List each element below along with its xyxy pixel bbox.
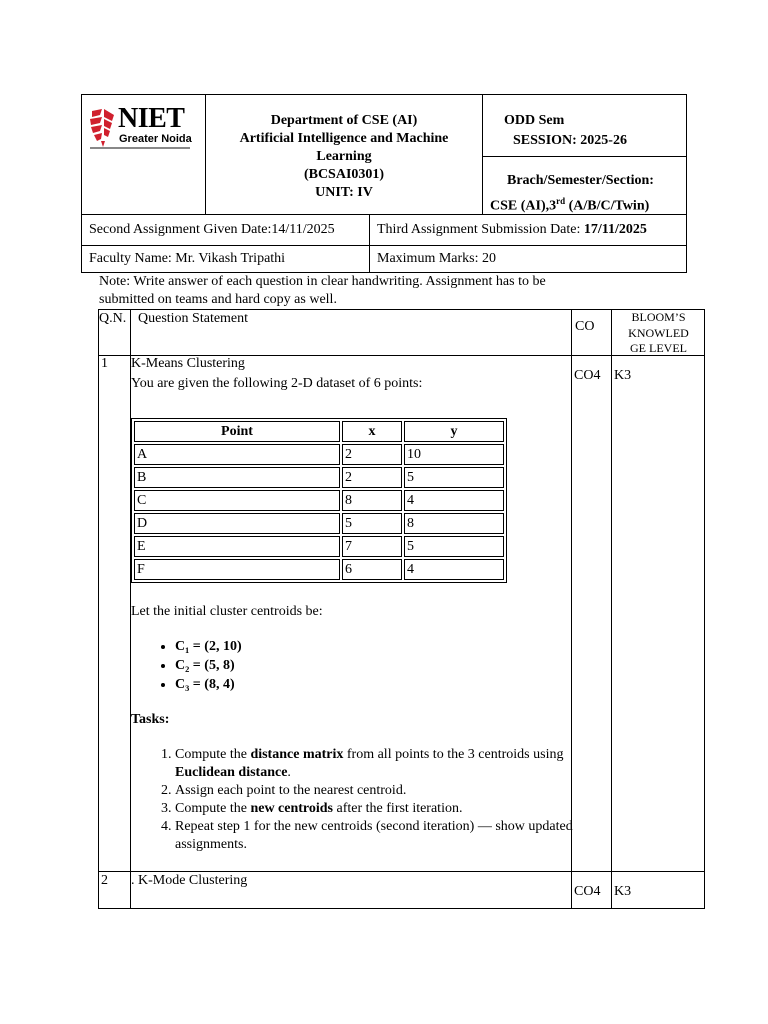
q2-title: . K-Mode Clustering [131,873,248,888]
point-name: E [134,536,340,557]
niet-logo [88,105,200,153]
table-row [134,444,504,465]
dept-line-3: Learning [316,149,372,164]
table-row [134,513,504,534]
table-row [134,490,504,511]
tasks-label: Tasks: [131,712,170,727]
point-x: 2 [342,467,402,488]
q1-k: K3 [614,368,632,383]
list-item [175,800,575,818]
note-line-2: submitted on teams and hard copy as well. [99,292,337,307]
info-divider-v [369,214,370,273]
session-label: SESSION: 2025-26 [513,133,627,148]
submission-date-value: 17/11/2025 [583,222,647,237]
logo-tagline-bar [90,147,190,149]
points-col-x: x [342,421,402,442]
task3-b: new centroids [250,801,334,816]
task3-a: Compute the [175,801,251,816]
branch-label: Brach/Semester/Section: [507,173,654,188]
q2-k: K3 [614,884,632,899]
task1-e: . [287,765,291,780]
header-bloom-2: KNOWLED [628,326,689,340]
table-row [134,467,504,488]
header-bloom-1: BLOOM’S [631,310,686,324]
list-item: 2. Assign each point to the nearest centroid. [175,782,575,800]
col-line-3 [611,309,612,909]
table-row [134,559,504,580]
logo-location: Greater Noida [119,133,192,145]
q2-co: CO4 [574,884,601,899]
list-item: 4. Repeat step 1 for the new centroids (second iteration) — show updated assignments. [175,818,575,854]
point-name: A [134,444,340,465]
header-statement: Question Statement [138,311,249,326]
q1-intro: You are given the following 2-D dataset of 6 points: [131,376,423,391]
dept-line-4: (BCSAI0301) [303,167,385,182]
q2-number: 2 [101,873,108,888]
point-x: 7 [342,536,402,557]
list-item: • C₂ = (5, 8) [175,656,242,675]
q1-co: CO4 [574,368,601,383]
dept-line-2: Artificial Intelligence and Machine [239,131,449,146]
dept-line-1: Department of CSE (AI) [270,113,418,128]
task1-a: Compute the [175,747,251,762]
given-date: Second Assignment Given Date:14/11/2025 [89,222,335,237]
point-name: F [134,559,340,580]
points-col-point: Point [134,421,340,442]
header-divider-2 [482,94,483,215]
point-x: 6 [342,559,402,580]
branch-value-sup: rd [556,196,566,206]
branch-value-post: (A/B/C/Twin) [565,198,650,214]
logo-brand: NIET [118,103,185,134]
header-qn: Q.N. [99,311,127,326]
point-y: 5 [404,536,504,557]
task1-b: distance matrix [250,747,344,762]
max-marks: Maximum Marks: 20 [377,251,496,266]
header-bloom-3: GE LEVEL [630,341,687,355]
header-co: CO [575,319,595,334]
centroid-intro: Let the initial cluster centroids be: [131,604,323,619]
point-name: C [134,490,340,511]
submission-date-label: Third Assignment Submission Date: [377,222,584,237]
task3-c: after the first iteration. [333,801,463,816]
point-x: 5 [342,513,402,534]
point-y: 4 [404,559,504,580]
task-list [130,746,575,854]
row-line-2 [98,871,705,872]
point-y: 5 [404,467,504,488]
point-x: 2 [342,444,402,465]
sem-label: ODD Sem [504,113,565,128]
faculty-name: Faculty Name: Mr. Vikash Tripathi [89,251,286,266]
point-y: 8 [404,513,504,534]
info-divider-h [81,245,687,246]
q1-title: K-Means Clustering [131,356,245,371]
points-table [131,418,507,583]
branch-value [490,196,649,215]
centroid-list [130,637,242,694]
branch-value-pre: CSE (AI),3 [490,198,557,214]
header-divider-h [482,156,687,157]
dept-line-5: UNIT: IV [315,185,373,200]
task1-c: from all points to the 3 centroids using [343,747,564,762]
list-item: • C₃ = (8, 4) [175,675,242,694]
point-name: D [134,513,340,534]
submission-date [377,222,647,238]
q1-number: 1 [101,356,108,371]
list-item: • C₁ = (2, 10) [175,637,242,656]
point-x: 8 [342,490,402,511]
points-header-row [134,421,504,442]
list-item [175,746,575,782]
point-y: 10 [404,444,504,465]
task1-d: Euclidean distance [175,765,288,780]
point-y: 4 [404,490,504,511]
point-name: B [134,467,340,488]
note-line-1: Note: Write answer of each question in clear handwriting. Assignment has to be [99,274,546,289]
niet-emblem-icon [88,107,118,151]
table-row [134,536,504,557]
points-col-y: y [404,421,504,442]
